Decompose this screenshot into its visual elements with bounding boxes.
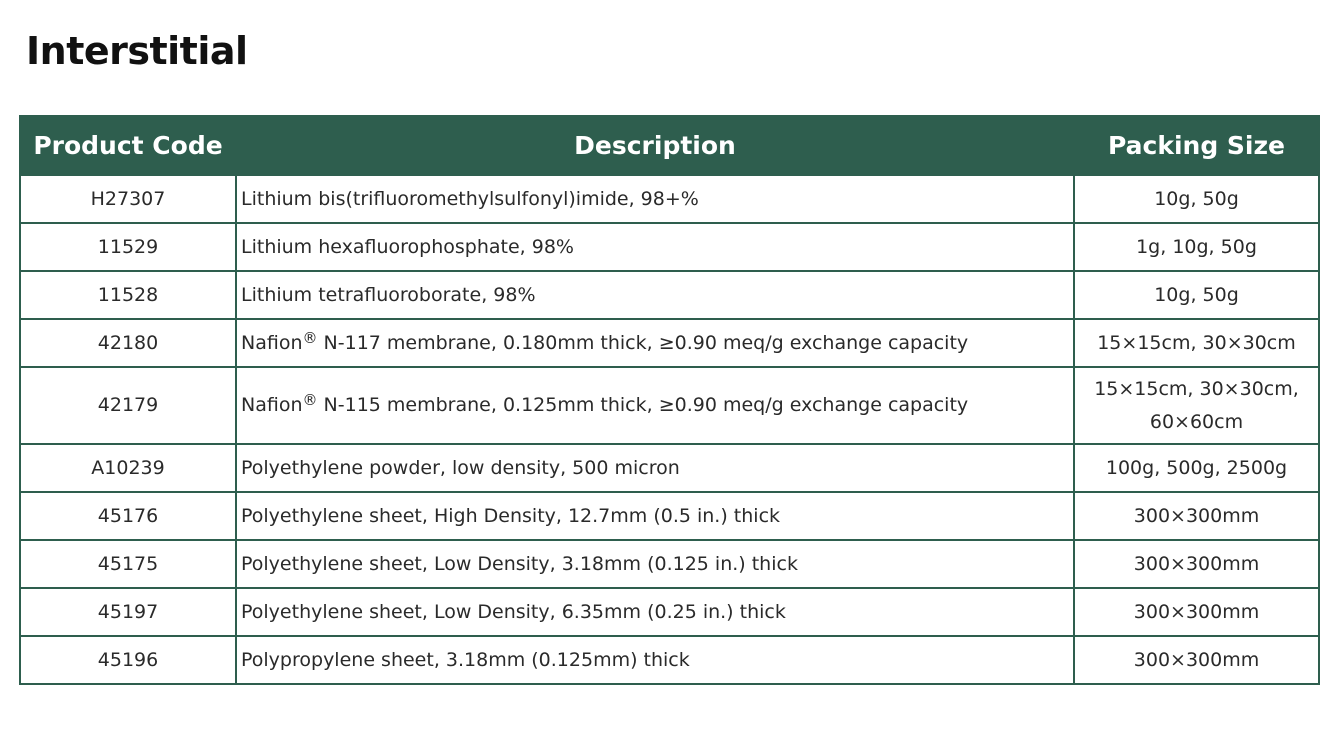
product-code-cell: 45175 — [20, 540, 236, 588]
packing-size-cell: 300×300mm — [1074, 540, 1319, 588]
product-code-cell: 45197 — [20, 588, 236, 636]
description-text: Polypropylene sheet, 3.18mm (0.125mm) thick — [241, 648, 690, 671]
header-packing-size: Packing Size — [1074, 116, 1319, 175]
description-text: Lithium bis(trifluoromethylsulfonyl)imide, 98+% — [241, 187, 699, 210]
description-text-cont: N-115 membrane, 0.125mm thick, ≥0.90 meq/g exchange capacity — [317, 394, 969, 416]
description-cell — [236, 444, 1074, 492]
packing-size-cell: 10g, 50g — [1074, 271, 1319, 319]
table-row — [20, 175, 1319, 223]
product-code-cell: 11529 — [20, 223, 236, 271]
table-row — [20, 271, 1319, 319]
product-code-cell: 42180 — [20, 319, 236, 367]
description-cell — [236, 588, 1074, 636]
registered-mark: ® — [302, 328, 318, 347]
description-text: Lithium hexafluorophosphate, 98% — [241, 235, 574, 258]
table-row — [20, 319, 1319, 367]
table-row — [20, 636, 1319, 684]
description-text: Polyethylene sheet, High Density, 12.7mm (0.5 in.) thick — [241, 504, 781, 527]
page-title: Interstitial — [26, 29, 248, 73]
packing-size-cell: 10g, 50g — [1074, 175, 1319, 223]
product-code-cell: 45176 — [20, 492, 236, 540]
packing-size-cell: 1g, 10g, 50g — [1074, 223, 1319, 271]
product-table — [19, 115, 1320, 685]
description-cell — [236, 223, 1074, 271]
description-text-cont: N-117 membrane, 0.180mm thick, ≥0.90 meq/g exchange capacity — [317, 331, 969, 354]
table-row — [20, 223, 1319, 271]
table-row — [20, 444, 1319, 492]
table-row — [20, 540, 1319, 588]
packing-size-cell: 300×300mm — [1074, 636, 1319, 684]
packing-size-cell: 15×15cm, 30×30cm, 60×60cm — [1074, 367, 1319, 444]
table-row — [20, 492, 1319, 540]
header-description: Description — [236, 116, 1074, 175]
product-code-cell: 42179 — [20, 367, 236, 444]
description-cell — [236, 271, 1074, 319]
description-text: Polyethylene sheet, Low Density, 3.18mm (0.125 in.) thick — [241, 552, 798, 575]
product-code-cell: 11528 — [20, 271, 236, 319]
product-code-cell: H27307 — [20, 175, 236, 223]
product-code-cell: A10239 — [20, 444, 236, 492]
description-cell — [236, 175, 1074, 223]
description-cell — [236, 319, 1074, 367]
product-code-cell: 45196 — [20, 636, 236, 684]
packing-size-cell: 300×300mm — [1074, 492, 1319, 540]
table-header-row — [20, 116, 1319, 175]
table-row — [20, 367, 1319, 444]
description-cell — [236, 367, 1074, 444]
description-cell — [236, 540, 1074, 588]
description-cell — [236, 636, 1074, 684]
header-product-code: Product Code — [20, 116, 236, 175]
table-row — [20, 588, 1319, 636]
packing-size-cell: 100g, 500g, 2500g — [1074, 444, 1319, 492]
description-text: Nafion — [241, 331, 303, 354]
description-text: Nafion — [241, 394, 303, 416]
packing-size-cell: 15×15cm, 30×30cm — [1074, 319, 1319, 367]
description-text: Polyethylene powder, low density, 500 micron — [241, 456, 680, 479]
description-text: Polyethylene sheet, Low Density, 6.35mm (0.25 in.) thick — [241, 600, 786, 623]
description-text: Lithium tetrafluoroborate, 98% — [241, 283, 536, 306]
description-cell — [236, 492, 1074, 540]
registered-mark: ® — [302, 391, 318, 409]
packing-size-cell: 300×300mm — [1074, 588, 1319, 636]
